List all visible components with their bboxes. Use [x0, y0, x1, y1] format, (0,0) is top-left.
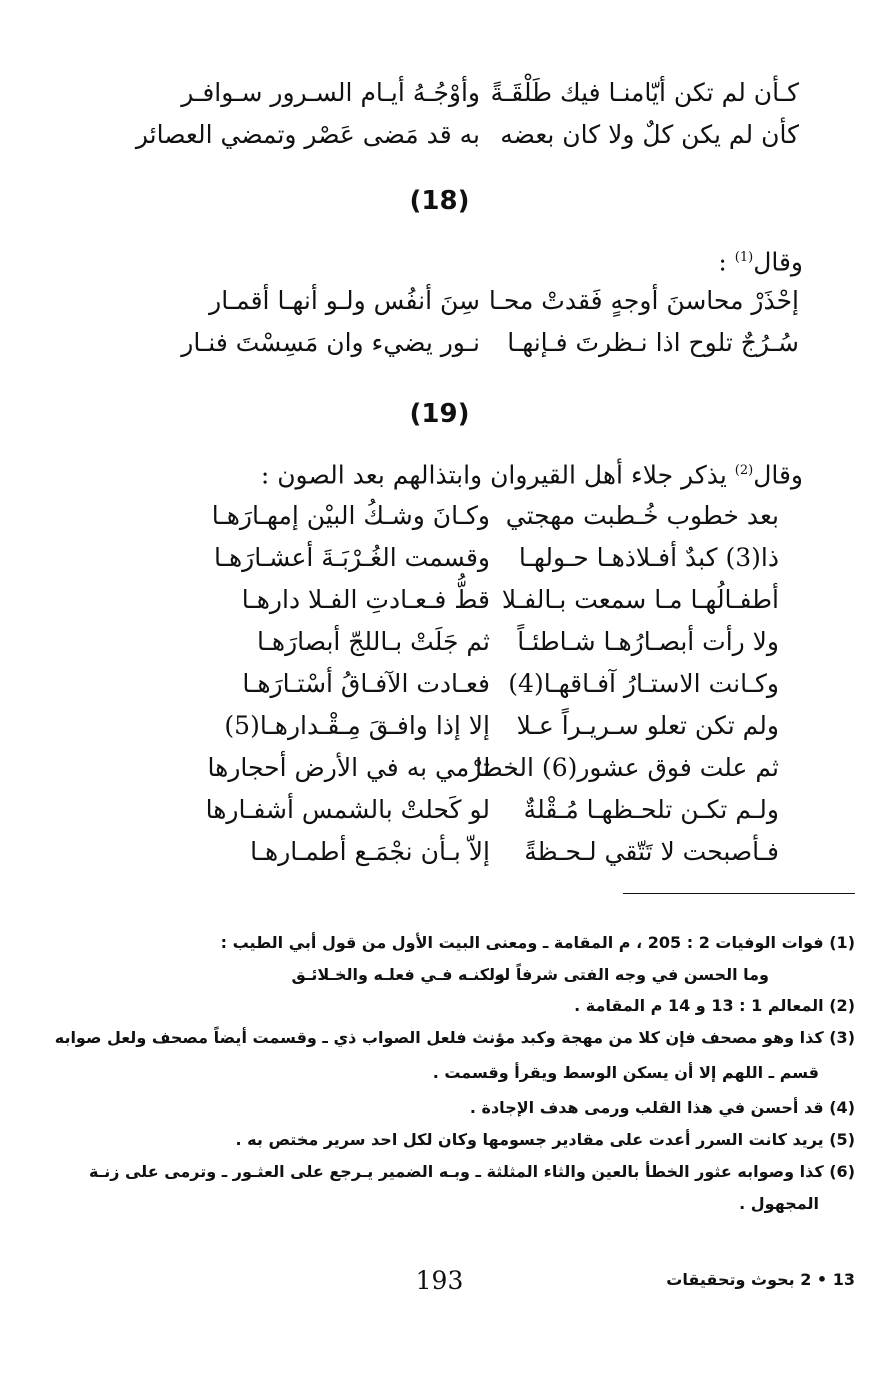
verse-line — [0, 790, 879, 830]
verse-line — [0, 580, 879, 620]
verse-line — [0, 664, 879, 704]
footnote-6: (6) كذا وصوابه عثور الخطأ بالعين والثاء المثلثة ـ وبـه الضمير يـرجع على العثـور ـ وترمى على زنـة — [89, 1162, 855, 1181]
verse-hemistich-first: ولـم تكـن تلحـظهـا مُـقْلةٌ — [523, 795, 779, 824]
section-number: (18) — [409, 186, 470, 216]
intro-suffix: يذكر جلاء أهل القيروان وابتذالهم بعد الصون : — [260, 460, 735, 490]
footnote-verse-second: ولكنـه فـي فعلـه والخـلائـق — [291, 965, 505, 984]
verse-hemistich-first: سُـرُجٌ تلوح اذا نـظرتَ فـإنهـا — [507, 328, 799, 357]
footnote-5: (5) يريد كانت السرر أعدت على مقادير جسومها وكان لكل احد سرير مختص به . — [235, 1130, 855, 1149]
verse-hemistich-first: فـأصبحت لا تَتّقي لـحـظةً — [524, 837, 779, 866]
verse-hemistich-second: قطُّ فـعـادتِ الفـلا دارهـا — [241, 585, 490, 614]
verse-hemistich-second: به قد مَضى عَصْر وتمضي العصائر — [135, 120, 480, 149]
verse-hemistich-first: بعد خطوب خُـطبت مهجتي — [505, 501, 779, 530]
verse-line — [0, 748, 879, 788]
verse-line — [0, 538, 879, 578]
footnote-divider — [623, 893, 855, 894]
footnote-6-continued: المجهول . — [739, 1194, 819, 1213]
footnote-verse — [0, 960, 879, 990]
verse-hemistich-second: لو كَحلتْ بالشمس أشفـارها — [205, 795, 490, 824]
intro-word: وقال — [753, 247, 803, 277]
verse-hemistich-first: وكـانت الاستـارُ آفـاقهـا(4) — [508, 669, 779, 698]
verse-hemistich-second: وكـانَ وشـكُ البيْن إمهـارَهـا — [211, 501, 490, 530]
footnote-2: (2) المعالم 1 : 13 و 14 م المقامة . — [574, 996, 855, 1015]
verse-hemistich-second: وقسمت الغُـرْبَـةَ أعشـارَهـا — [214, 543, 490, 572]
verse-hemistich-first: ولم تكن تعلو سـريـراً عـلا — [516, 711, 779, 740]
verse-hemistich-first: ولا رأت أبصـارُهـا شـاطئـاً — [517, 627, 779, 656]
footnote-ref: (1) — [734, 250, 754, 265]
verse-line — [0, 115, 879, 155]
verse-hemistich-second: ثم جَلَتْ بـاللجّ أبصارَهـا — [256, 627, 490, 656]
verse-hemistich-first: ثم علت فوق عشور(6) الخطا — [475, 753, 779, 782]
footnote-verse-first: وما الحسن في وجه الفتى شرفاً له — [494, 965, 769, 984]
verse-hemistich-second: ترْمي به في الأرض أحجارها — [207, 753, 490, 782]
section-number: (19) — [409, 399, 470, 429]
verse-line — [0, 706, 879, 746]
verse-line — [0, 622, 879, 662]
footnote-ref: (2) — [734, 463, 754, 478]
verse-line — [0, 323, 879, 363]
poem-intro — [83, 238, 803, 282]
verse-hemistich-first: ذا(3) كبدٌ أفـلاذهـا حـولهـا — [518, 543, 779, 572]
footnote-3-continued: قسم ـ اللهم إلا أن يسكن الوسط ويقرأ وقسمت . — [432, 1063, 819, 1082]
intro-suffix: : — [718, 247, 735, 277]
footnote-4: (4) قد أحسن في هذا القلب ورمى هدف الإجادة . — [469, 1098, 855, 1117]
verse-hemistich-first: كـأن لم تكن أيّامنـا فيك طَلْقَـةً — [490, 78, 799, 107]
verse-line — [0, 496, 879, 536]
verse-line — [0, 281, 879, 321]
verse-hemistich-first: إحْذَرْ محاسنَ أوجهٍ فَقدتْ محـا — [488, 286, 799, 315]
verse-hemistich-second: نـور يضيء وان مَسِسْتَ فنـار — [181, 328, 480, 357]
verse-hemistich-second: فعـادت الآفـاقُ أسْتـارَهـا — [242, 669, 490, 698]
verse-hemistich-second: إلا إذا وافـقَ مِـقْـدارهـا(5) — [224, 711, 490, 740]
verse-hemistich-second: إلاّ بـأن نجْمَـع أطمـارهـا — [250, 837, 490, 866]
verse-line — [0, 832, 879, 872]
verse-hemistich-first: كأن لم يكن كلٌ ولا كان بعضه — [500, 120, 799, 149]
page-number: 193 — [415, 1266, 464, 1295]
poem-intro — [83, 451, 803, 495]
verse-hemistich-second: سِنَ أنفُس ولـو أنهـا أقمـار — [209, 286, 480, 315]
footnote-1: (1) فوات الوفيات 2 : 205 ، م المقامة ـ ومعنى البيت الأول من قول أبي الطيب : — [220, 933, 855, 952]
verse-hemistich-first: أطفـالُهـا مـا سمعت بـالفـلا — [501, 585, 779, 614]
running-head: 13 • 2 بحوث وتحقيقات — [666, 1270, 855, 1289]
verse-line — [0, 73, 879, 113]
intro-word: وقال — [753, 460, 803, 490]
footnote-3: (3) كذا وهو مصحف فإن كلا من مهجة وكبد مؤنث فلعل الصواب ذي ـ وقسمت أيضاً مصحف ولعل صوابه — [54, 1028, 855, 1047]
verse-hemistich-second: وأوْجُـهُ أيـام السـرور سـوافـر — [181, 78, 480, 107]
